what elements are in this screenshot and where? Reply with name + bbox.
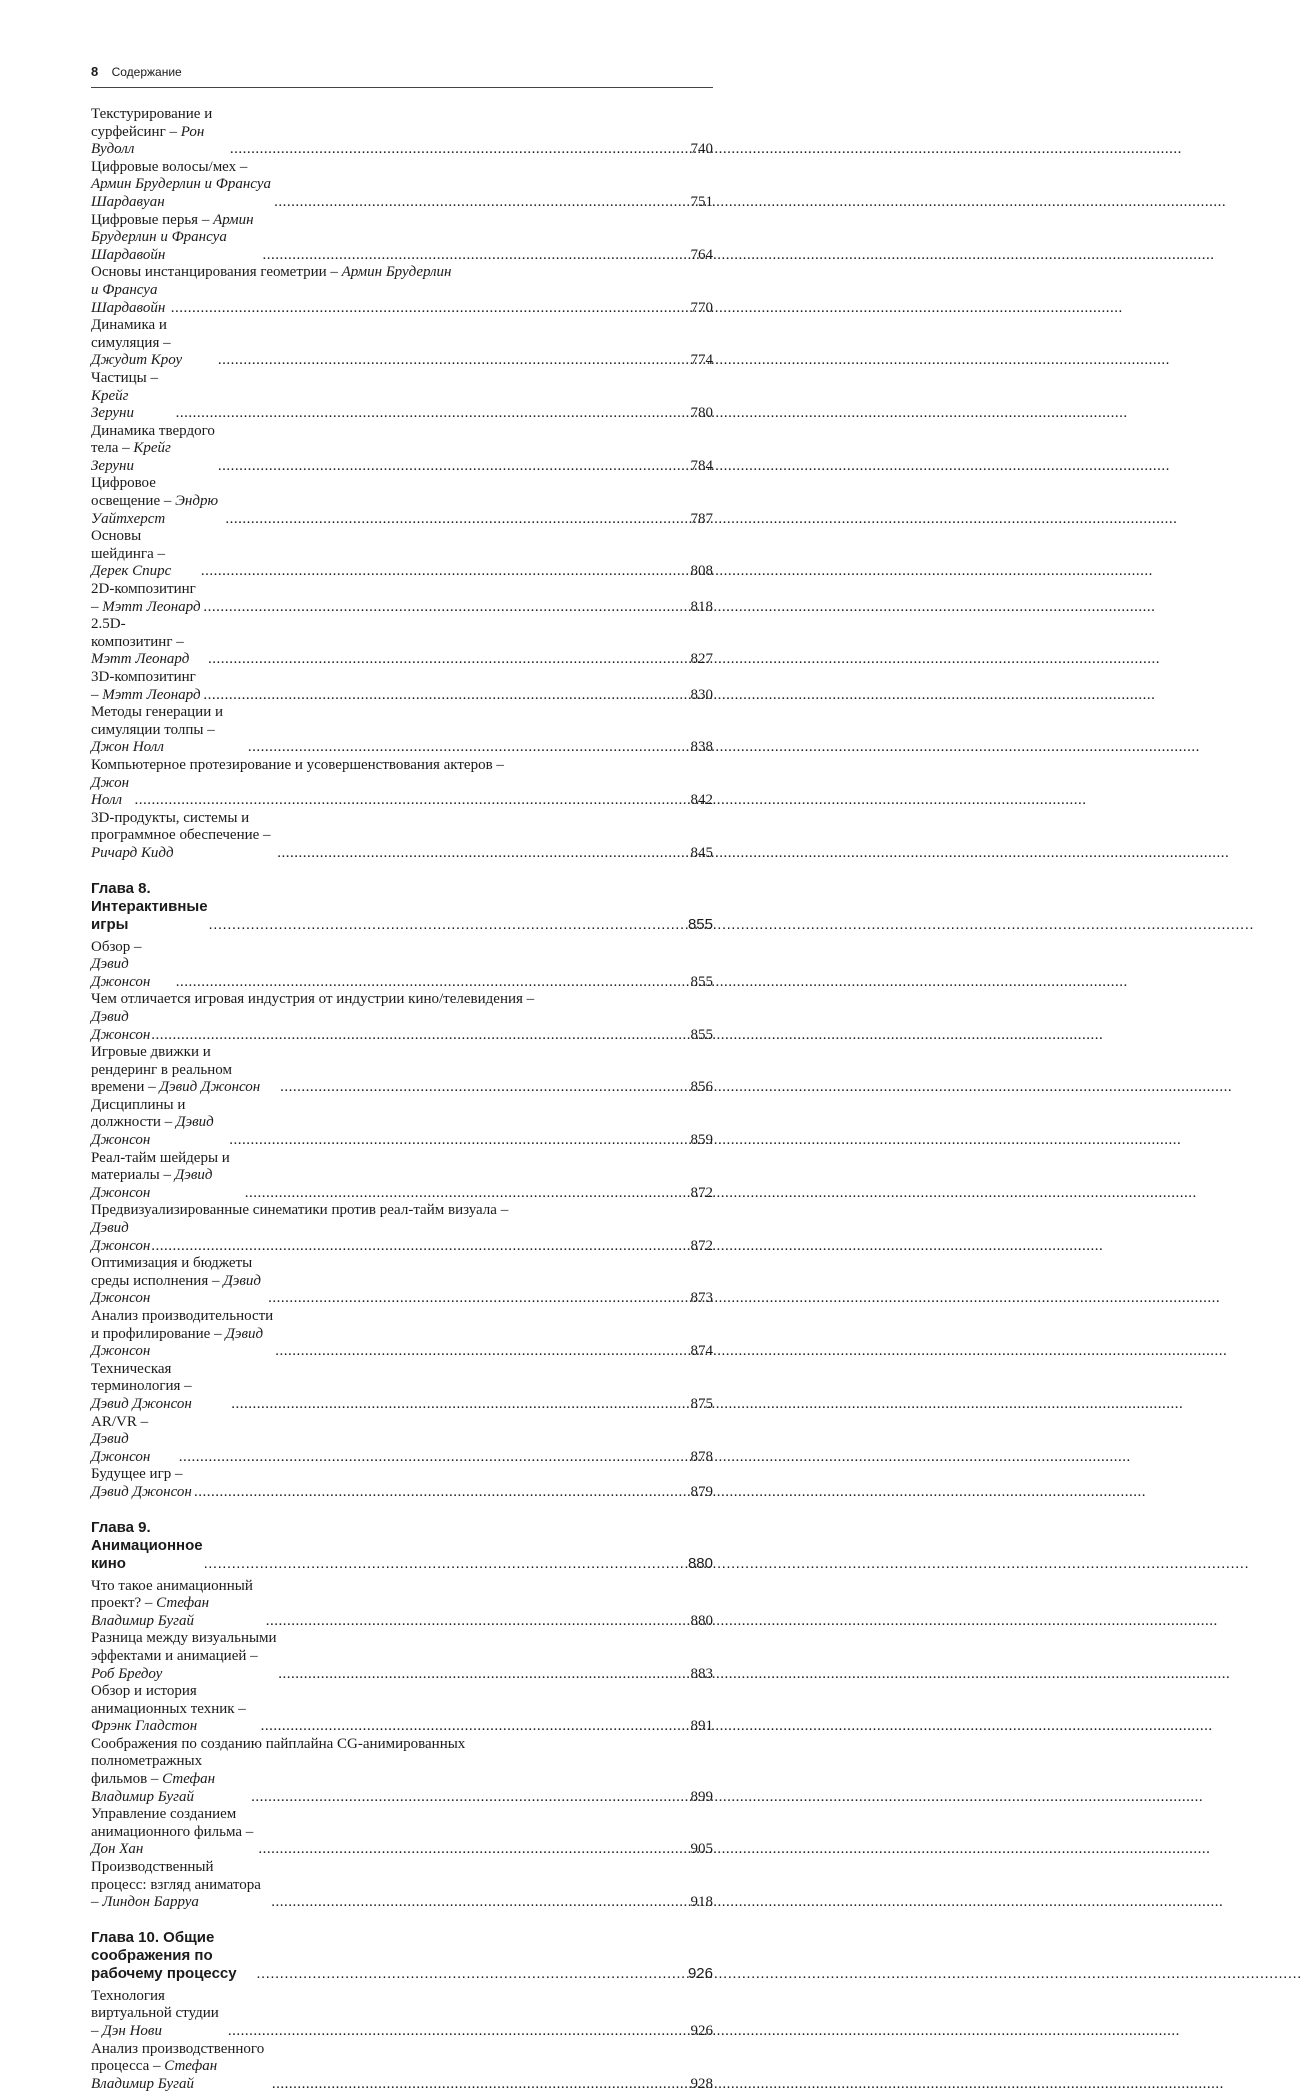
entry-text bbox=[91, 370, 175, 423]
entry-author: Мэтт Леонард bbox=[102, 598, 201, 615]
entry-text bbox=[91, 704, 247, 757]
entry-author: Джудит Кроу bbox=[91, 352, 183, 369]
entry-text bbox=[91, 757, 504, 775]
entry-text bbox=[91, 616, 207, 669]
toc-entry bbox=[91, 1009, 713, 1044]
page-ref: 845 bbox=[690, 844, 713, 861]
entry-text bbox=[91, 1220, 150, 1255]
entry-title: Управление созданием анимационного фильма – bbox=[91, 1806, 254, 1840]
toc-entry-line bbox=[91, 757, 713, 775]
entry-title: Динамика и симуляция – bbox=[91, 317, 171, 351]
entry-title: Производственный процесс: взгляд аниматора – bbox=[91, 1859, 261, 1911]
entry-title: Технология виртуальной студии – bbox=[91, 1987, 219, 2039]
toc-entry bbox=[91, 1255, 713, 1308]
dot-leader bbox=[266, 1613, 690, 1631]
dot-leader bbox=[194, 1484, 689, 1502]
toc-entry bbox=[91, 1859, 713, 1912]
entry-author: и Франсуа Шардавойн bbox=[91, 281, 166, 316]
entry-author: Дэвид Джонсон bbox=[91, 1395, 192, 1412]
entry-text bbox=[91, 1202, 508, 1220]
toc-entry bbox=[91, 423, 713, 476]
toc-entry bbox=[91, 1097, 713, 1150]
entry-author: Армин Брудерлин bbox=[341, 264, 452, 281]
entry-text bbox=[91, 1255, 267, 1308]
entry-text bbox=[91, 1630, 277, 1683]
toc-entry bbox=[91, 1220, 713, 1255]
entry-author: Дэн Нови bbox=[102, 2023, 162, 2039]
entry-text bbox=[91, 423, 217, 476]
entry-author: Дон Хан bbox=[91, 1841, 144, 1858]
entry-author: Дэвид Джонсон bbox=[91, 1431, 151, 1465]
toc-entry bbox=[91, 317, 713, 370]
dot-leader bbox=[201, 563, 690, 581]
page-ref: 780 bbox=[690, 405, 713, 422]
dot-leader bbox=[209, 916, 687, 934]
entry-title: Цифровое освещение – bbox=[91, 475, 176, 510]
toc-entry bbox=[91, 106, 713, 159]
entry-text bbox=[91, 1150, 244, 1203]
page-ref: 918 bbox=[690, 1894, 713, 1911]
entry-title: Текстурирование и сурфейсинг – bbox=[91, 106, 213, 140]
entry-text bbox=[91, 1736, 465, 1754]
dot-leader bbox=[251, 1789, 689, 1807]
entry-text bbox=[91, 1009, 150, 1044]
entry-title: Что такое анимационный проект? – bbox=[91, 1577, 253, 1612]
entry-title: 2.5D-композитинг – bbox=[91, 616, 184, 650]
dot-leader bbox=[204, 1555, 687, 1573]
dot-leader bbox=[261, 1718, 690, 1736]
toc-entry-line bbox=[91, 264, 713, 282]
chapter-heading bbox=[91, 1519, 713, 1573]
entry-author: Джон Нолл bbox=[91, 739, 164, 756]
page-ref: 883 bbox=[690, 1665, 713, 1682]
dot-leader bbox=[176, 405, 690, 423]
entry-text bbox=[91, 1988, 227, 2041]
page-ref: 879 bbox=[690, 1483, 713, 1500]
dot-leader bbox=[225, 511, 689, 529]
entry-text bbox=[91, 1578, 265, 1631]
header-rule bbox=[91, 87, 713, 88]
entry-text bbox=[91, 212, 262, 265]
dot-leader bbox=[280, 1079, 689, 1097]
entry-title: Анализ производительности и профилирование – bbox=[91, 1308, 274, 1342]
entry-text bbox=[91, 810, 276, 863]
page-ref: 891 bbox=[690, 1718, 713, 1735]
toc-entry bbox=[91, 1753, 713, 1806]
entry-title: Соображения по созданию пайплайна CG-анимированных bbox=[91, 1735, 466, 1752]
entry-author: Дэвид Джонсон bbox=[91, 1483, 192, 1500]
toc-entry bbox=[91, 159, 713, 212]
page-ref: 856 bbox=[690, 1079, 713, 1096]
dot-leader bbox=[203, 687, 689, 705]
entry-text bbox=[91, 159, 273, 212]
page-ref: 764 bbox=[690, 246, 713, 263]
entry-author: Крейг Зеруни bbox=[91, 387, 134, 422]
entry-title: Цифровые волосы/мех – bbox=[91, 158, 248, 175]
page-ref: 928 bbox=[690, 2075, 713, 2092]
toc-entry bbox=[91, 1361, 713, 1414]
page-ref: 880 bbox=[690, 1612, 713, 1629]
entry-title: Чем отличается игровая индустрия от индустрии кино/телевидения – bbox=[91, 991, 535, 1008]
chapter-heading bbox=[91, 1929, 713, 1983]
page-ref: 899 bbox=[690, 1788, 713, 1805]
running-head bbox=[91, 64, 713, 80]
entry-text bbox=[91, 1859, 270, 1912]
entry-text bbox=[91, 581, 202, 616]
page-ref: 873 bbox=[690, 1290, 713, 1307]
toc-entry bbox=[91, 581, 713, 616]
entry-text bbox=[91, 669, 202, 704]
entry-title: Основы шейдинга – bbox=[91, 528, 165, 562]
page-ref: 878 bbox=[690, 1448, 713, 1465]
entry-author: Дэвид Джонсон bbox=[91, 1167, 213, 1201]
entry-text bbox=[91, 991, 534, 1009]
page-ref: 774 bbox=[690, 352, 713, 369]
entry-title: Техническая терминология – bbox=[91, 1360, 192, 1395]
entry-title: Разница между визуальными эффектами и анимацией – bbox=[91, 1630, 277, 1664]
entry-author: Дэвид Джонсон bbox=[159, 1079, 261, 1096]
page-ref: 855 bbox=[690, 1026, 713, 1043]
dot-leader bbox=[248, 739, 690, 757]
toc-entry bbox=[91, 370, 713, 423]
entry-author: Роб Бредоу bbox=[91, 1665, 163, 1682]
toc-entry bbox=[91, 1630, 713, 1683]
toc-entry-line bbox=[91, 1736, 713, 1754]
dot-leader bbox=[245, 1185, 690, 1203]
page-ref: 818 bbox=[690, 598, 713, 615]
toc-entry bbox=[91, 282, 713, 317]
chapter-title: Глава 10. Общие соображения по рабочему процессу bbox=[91, 1928, 237, 1982]
entry-author: Дэвид Джонсон bbox=[91, 1114, 214, 1149]
toc-entry bbox=[91, 1988, 713, 2041]
toc-entry bbox=[91, 704, 713, 757]
dot-leader bbox=[256, 1965, 687, 1983]
dot-leader bbox=[268, 1290, 689, 1308]
chapter-heading bbox=[91, 880, 713, 934]
page-ref: 830 bbox=[690, 686, 713, 703]
entry-title: Цифровые перья – bbox=[91, 211, 214, 228]
page-ref: 842 bbox=[690, 792, 713, 809]
entry-text bbox=[91, 1753, 250, 1806]
page-ref: 787 bbox=[690, 510, 713, 527]
toc-entry bbox=[91, 1414, 713, 1467]
toc-entry bbox=[91, 1308, 713, 1361]
page-ref: 855 bbox=[690, 973, 713, 990]
entry-author: Мэтт Леонард bbox=[91, 651, 190, 668]
dot-leader bbox=[275, 1343, 689, 1361]
entry-author: Дэвид Джонсон bbox=[91, 1325, 264, 1360]
entry-text bbox=[91, 1806, 257, 1859]
dot-leader bbox=[274, 194, 689, 212]
page-ref: 808 bbox=[690, 563, 713, 580]
entry-title: 3D-композитинг – bbox=[91, 669, 196, 703]
page-ref: 926 bbox=[687, 1964, 713, 1982]
dot-leader bbox=[258, 1841, 689, 1859]
entry-author: Армин Брудерлин и Франсуа Шардавойн bbox=[91, 211, 254, 263]
page-ref: 784 bbox=[690, 457, 713, 474]
entry-author: Крейг Зеруни bbox=[91, 440, 171, 474]
page-ref: 751 bbox=[690, 193, 713, 210]
entry-author: Эндрю Уайтхерст bbox=[91, 493, 219, 527]
entry-title: Дисциплины и должности – bbox=[91, 1096, 186, 1131]
toc-entry bbox=[91, 810, 713, 863]
toc-entry bbox=[91, 1466, 713, 1501]
entry-title: AR/VR – bbox=[91, 1413, 149, 1430]
chapter-title: Глава 9. Анимационное кино bbox=[91, 1518, 203, 1572]
entry-text bbox=[91, 1466, 193, 1501]
entry-text bbox=[91, 1097, 228, 1150]
chapter-title: Глава 8. Интерактивные игры bbox=[91, 879, 208, 933]
toc-entry-line bbox=[91, 1202, 713, 1220]
toc-entry bbox=[91, 1150, 713, 1203]
entry-author: Ричард Кидд bbox=[91, 844, 174, 861]
entry-title: Игровые движки и рендеринг в реальном времени – bbox=[91, 1044, 232, 1096]
dot-leader bbox=[230, 141, 690, 159]
page-ref: 827 bbox=[690, 651, 713, 668]
entry-title: Основы инстанцирования геометрии – bbox=[91, 264, 342, 281]
entry-author: Линдон Барруа bbox=[102, 1894, 199, 1911]
toc-entry bbox=[91, 1683, 713, 1736]
dot-leader bbox=[171, 300, 690, 318]
entry-title: Будущее игр – bbox=[91, 1466, 183, 1483]
entry-text bbox=[91, 528, 200, 581]
entry-title: Реал-тайм шейдеры и материалы – bbox=[91, 1149, 230, 1184]
entry-author: Армин Брудерлин и Франсуа Шардавуан bbox=[91, 176, 271, 210]
entry-title: Обзор и история анимационных техник – bbox=[91, 1683, 246, 1717]
dot-leader bbox=[208, 651, 690, 669]
entry-text bbox=[91, 1044, 279, 1097]
toc-entry bbox=[91, 212, 713, 265]
page-ref: 926 bbox=[690, 2023, 713, 2039]
entry-title: Компьютерное протезирование и усовершенствования актеров – bbox=[91, 756, 504, 773]
dot-leader bbox=[134, 792, 689, 810]
entry-text bbox=[91, 775, 133, 810]
entry-title: 3D-продукты, системы и программное обеспечение – bbox=[91, 809, 271, 844]
page-ref: 872 bbox=[690, 1184, 713, 1201]
dot-leader bbox=[151, 1238, 689, 1256]
entry-title: Обзор – bbox=[91, 938, 142, 955]
dot-leader bbox=[278, 1666, 689, 1684]
entry-text bbox=[91, 1308, 274, 1361]
dot-leader bbox=[231, 1396, 689, 1414]
entry-text bbox=[91, 1361, 230, 1414]
dot-leader bbox=[229, 1132, 689, 1150]
toc-entry-line bbox=[91, 991, 713, 1009]
dot-leader bbox=[271, 1894, 689, 1912]
dot-leader bbox=[203, 599, 689, 617]
toc-entry bbox=[91, 1806, 713, 1859]
entry-author: Дерек Спирс bbox=[91, 563, 172, 580]
entry-text bbox=[91, 317, 217, 370]
entry-author: Дэвид Джонсон bbox=[91, 1272, 261, 1307]
entry-title: Динамика твердого тела – bbox=[91, 422, 215, 457]
entry-text bbox=[91, 282, 170, 317]
entry-title: Методы генерации и симуляции толпы – bbox=[91, 704, 223, 738]
toc-entry bbox=[91, 528, 713, 581]
entry-author: Стефан Владимир Бугай bbox=[91, 1771, 216, 1805]
entry-author: Джон Нолл bbox=[91, 774, 130, 809]
entry-author: Стефан Владимир Бугай bbox=[91, 2058, 218, 2092]
entry-author: Стефан Владимир Бугай bbox=[91, 1595, 210, 1629]
entry-author: Дэвид Джонсон bbox=[91, 956, 151, 990]
toc-entry bbox=[91, 775, 713, 810]
toc-entry bbox=[91, 475, 713, 528]
page-ref: 855 bbox=[687, 915, 713, 933]
entry-text bbox=[91, 264, 451, 282]
page-ref: 740 bbox=[690, 141, 713, 158]
entry-author: Фрэнк Гладстон bbox=[91, 1718, 198, 1735]
entry-title: Предвизуализированные синематики против реал-тайм визуала – bbox=[91, 1202, 509, 1219]
page-ref: 770 bbox=[690, 299, 713, 316]
dot-leader bbox=[151, 1027, 689, 1045]
entry-text bbox=[91, 1414, 178, 1467]
page-ref: 872 bbox=[690, 1237, 713, 1254]
dot-leader bbox=[228, 2023, 690, 2041]
dot-leader bbox=[218, 352, 690, 370]
entry-title: Оптимизация и бюджеты среды исполнения – bbox=[91, 1255, 253, 1289]
entry-text bbox=[91, 2041, 271, 2093]
table-of-contents bbox=[91, 106, 713, 2093]
toc-entry bbox=[91, 939, 713, 992]
entry-text bbox=[91, 939, 175, 992]
page-ref: 905 bbox=[690, 1841, 713, 1858]
dot-leader bbox=[277, 845, 689, 863]
dot-leader bbox=[263, 247, 690, 265]
page-ref: 875 bbox=[690, 1395, 713, 1412]
page-ref: 838 bbox=[690, 739, 713, 756]
dot-leader bbox=[179, 1449, 690, 1467]
section-title: Содержание bbox=[111, 65, 182, 79]
toc-entry bbox=[91, 669, 713, 704]
dot-leader bbox=[176, 974, 690, 992]
entry-author: Дэвид Джонсон bbox=[91, 1008, 151, 1043]
entry-text bbox=[91, 475, 224, 528]
entry-author: Мэтт Леонард bbox=[102, 686, 201, 703]
entry-title: Анализ производственного процесса – bbox=[91, 2040, 265, 2075]
entry-title: 2D-композитинг – bbox=[91, 581, 196, 615]
dot-leader bbox=[272, 2076, 690, 2093]
page-ref: 859 bbox=[690, 1132, 713, 1149]
entry-text bbox=[91, 1683, 260, 1736]
page-ref: 874 bbox=[690, 1343, 713, 1360]
entry-title-cont: полнометражных фильмов – bbox=[91, 1753, 203, 1788]
dot-leader bbox=[218, 458, 690, 476]
page-number: 8 bbox=[91, 64, 99, 79]
toc-entry bbox=[91, 2041, 713, 2093]
page-ref: 880 bbox=[687, 1554, 713, 1572]
entry-text bbox=[91, 106, 229, 159]
toc-entry bbox=[91, 1578, 713, 1631]
toc-entry bbox=[91, 616, 713, 669]
entry-author: Дэвид Джонсон bbox=[91, 1220, 151, 1254]
entry-author: Рон Вудолл bbox=[91, 123, 205, 158]
toc-entry bbox=[91, 1044, 713, 1097]
entry-title: Частицы – bbox=[91, 369, 159, 386]
